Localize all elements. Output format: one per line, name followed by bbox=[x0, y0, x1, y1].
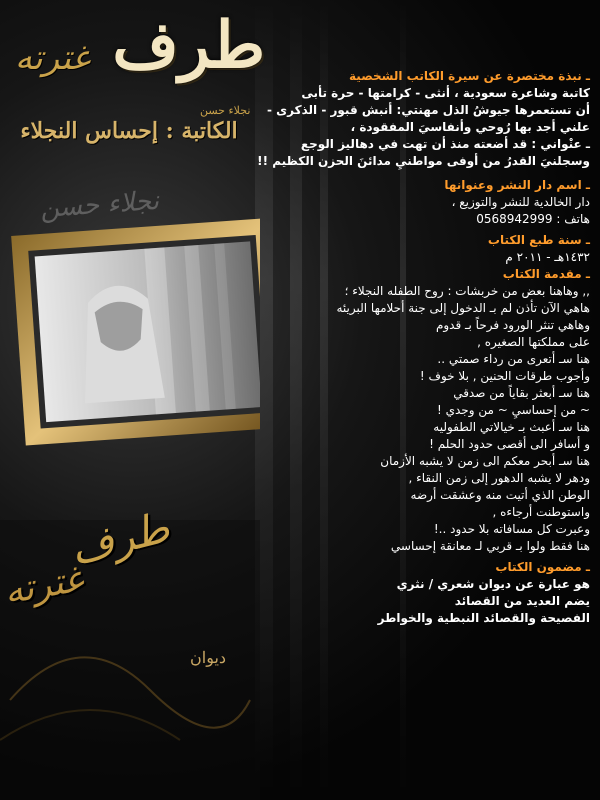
intro-line: وهاهي تنثر الورود فرحاً بـ قدوم bbox=[435, 318, 590, 332]
title-sub: غترته bbox=[15, 38, 90, 78]
intro-line: و أسافر الى أقصى حدود الحلم ! bbox=[429, 437, 590, 451]
intro-line: ,, وهاهنا بعض من خربشات : روح الطفله النجلاء ؛ bbox=[344, 284, 590, 298]
bio-line: ـ عنْواني : قد أضعته منذ أن تهت في دهاليز الوجع bbox=[300, 137, 590, 151]
intro-line: وعبرت كل مسافاته بلا حدود ..! bbox=[433, 522, 590, 536]
bio-line: علني أجد بها رُوحي وأنفاسيَ المفقودة ، bbox=[350, 120, 590, 134]
author-signature: نجلاء حسن bbox=[200, 104, 251, 117]
content-line: الفصيحة والقصائد النبطية والخواطر bbox=[377, 611, 590, 625]
bio-line: أن تستعمرها جيوشُ الذل مهنتي: أنبش قبور - الذكرى - bbox=[267, 103, 590, 117]
intro-line: الوطن الذي أتيت منه وعشقت أرضه bbox=[410, 488, 590, 502]
content-line: هو عبارة عن ديوان شعري / نثري bbox=[396, 577, 590, 591]
intro-line: هنا سـ أتعرى من رداء صمتي .. bbox=[437, 352, 590, 366]
diwan-label: ديوان bbox=[190, 648, 227, 667]
intro-line: واستوطنت أرجاءه , bbox=[492, 505, 590, 519]
content-title: ـ مضمون الكتاب bbox=[495, 560, 590, 574]
publisher-title: ـ اسم دار النشر وعنوانها bbox=[444, 178, 590, 192]
bio-line: وسجلنيَ القدرُ من أوفى مواطنيِ مدائنَ الحزن الكظيم !! bbox=[257, 154, 590, 168]
year-title: ـ سنة طبع الكتاب bbox=[487, 233, 590, 247]
intro-line: ودهر لا يشبه الدهور إلى زمن النقاء , bbox=[408, 471, 590, 485]
title-main: طرف bbox=[112, 8, 265, 83]
bio-title: ـ نبذة مختصرة عن سيرة الكاتب الشخصية bbox=[349, 69, 590, 83]
faded-signature: نجلاء حسن bbox=[39, 185, 160, 225]
year-value: ١٤٣٢هـ - ٢٠١١ م bbox=[505, 250, 590, 264]
intro-line: على مملكتها الصغيره , bbox=[477, 335, 590, 349]
intro-line: هاهي الآن تأذن لم بـ الدخول إلى جنة أحلامها البريئه bbox=[336, 301, 590, 315]
author-name: الكاتبة : إحساس النجلاء bbox=[20, 118, 238, 144]
bio-line: كاتبة وشاعرة سعودية ، أنثى - كرامتها - حرة تأبى bbox=[301, 86, 590, 100]
book-info bbox=[257, 68, 590, 627]
publisher-line: دار الخالدية للنشر والتوزيع ، bbox=[451, 195, 590, 209]
intro-line: وأجوب طرقات الحنين , بلا خوف ! bbox=[419, 369, 590, 383]
intro-line: ~ من إحساسيِ ~ من وجدي ! bbox=[436, 403, 590, 417]
intro-title: ـ مقدمة الكتاب bbox=[502, 267, 590, 281]
calligraphy-top: طرف bbox=[65, 502, 175, 575]
intro-line: هنا سـ أعبث بـ خيالاتي الطفوليه bbox=[433, 420, 590, 434]
publisher-phone: هاتف : 0568942999 bbox=[476, 212, 590, 226]
calligraphy-bottom: غترته bbox=[1, 558, 86, 613]
intro-line: هنا سـ أبعثر بقاياً من صدقي bbox=[453, 386, 590, 400]
content-line: يضم العديد من القصائد bbox=[454, 594, 590, 608]
intro-line: هنا سـ أبحر معكم الى زمن لا يشبه الأزمان bbox=[380, 454, 590, 468]
intro-line: هنا فقط ولوا بـ قربي لـ معانقة إحساسي bbox=[390, 539, 590, 553]
